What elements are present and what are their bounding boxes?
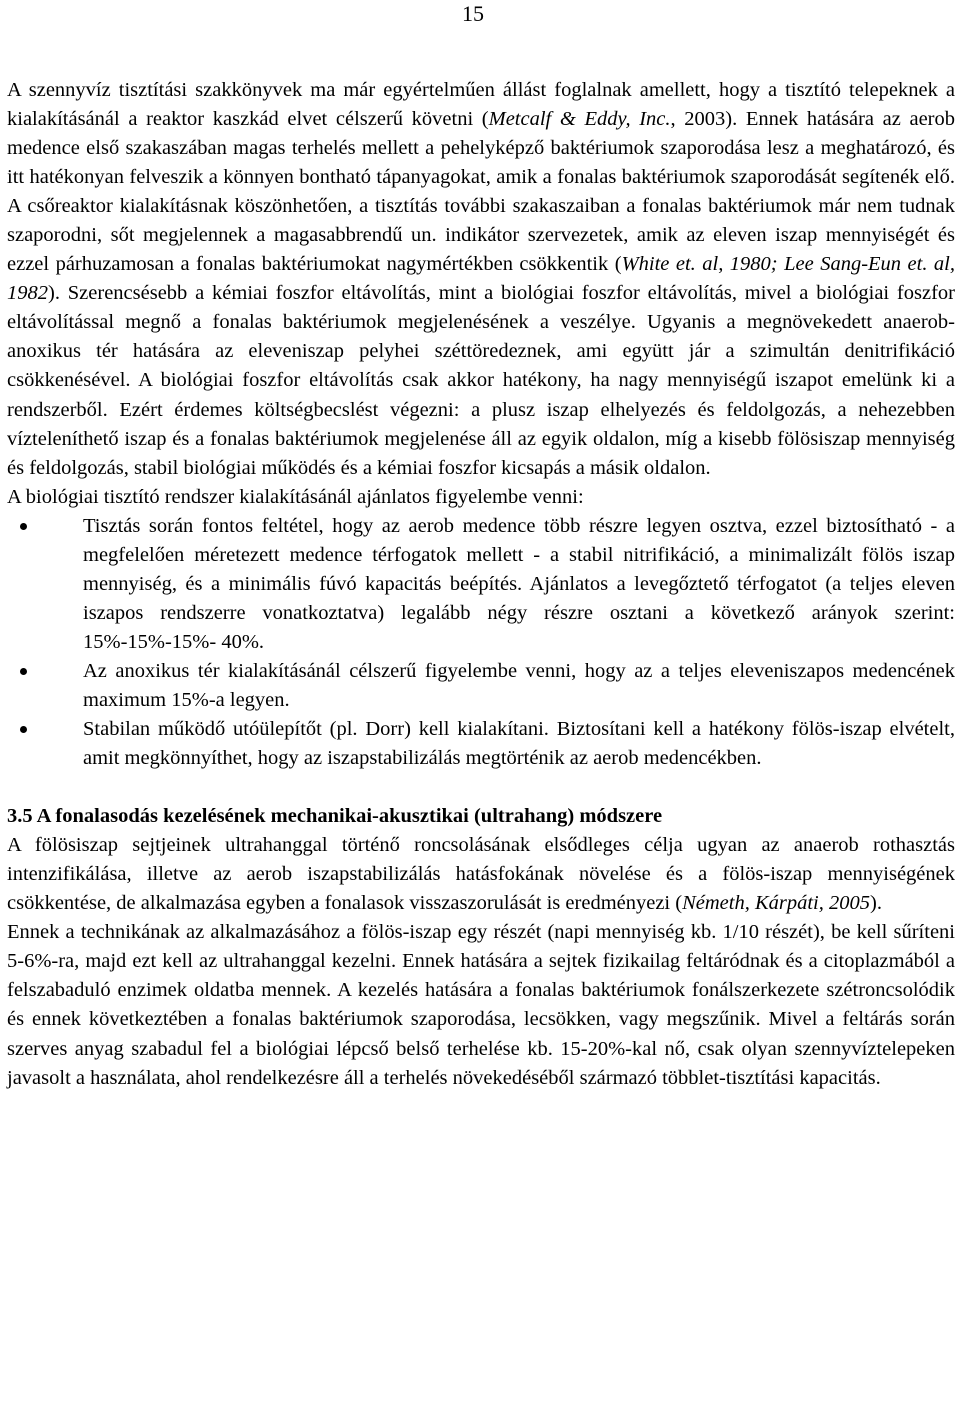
list-item: [83, 512, 955, 657]
list-item-text: Stabilan működő utóülepítőt (pl. Dorr) kell kialakítani. Biztosítani kell a hatékony fölös-iszap elvételt, amit megkönnyíthet, hogy az iszapstabilizálás megtörténik az aerob medencékben.: [83, 718, 955, 770]
section-paragraph-2: Ennek a technikának az alkalmazásához a fölös-iszap egy részét (napi mennyiség kb. 1/10 részét), be kell sűríteni 5-6%-ra, majd ezt kell az ultrahanggal kezelni. Ennek hatására a sejtek fizikailag feltáródnak és a citoplazmából a felszabaduló enzimek oldatba mennek. A kezelés hatására a fonalas baktériumok fonálszerkezete szétroncsolódik és ennek következtében a fonalas baktériumok szaporodása, lecsökken, vagy megszűnik. Mivel a feltárás során szerves anyag szabadul fel a biológiai lépcső belső terhelése kb. 15-20%-kal nő, csak olyan szennyvíztelepeken javasolt a használata, ahol rendelkezésre áll a terhelés növekedéséből származó többlet-tisztítási kapacitás.: [7, 921, 955, 1089]
intro-text-cont: , 2003). Ennek hatására az aerob medence első szakaszában magas terhelés mellett a pehelyképző baktériumok szaporodása lesz a meghatározó, és itt hatékonyan felveszik a könnyen bontható tápanyagokat, amik a fonalas baktériumok szaporodását segítenék elő. A csőreaktor kialakításnak köszönhetően, a tisztítás további szakaszaiban a fonalas baktériumok már nem tudnak szaporodni, sőt megjelennek a magasabbrendű un. indikátor szervezetek, amik az eleven iszap mennyiségét és ezzel párhuzamosan a fonalas baktériumokat nagymértékben csökkentik (: [7, 108, 956, 276]
bullet-icon: [20, 523, 27, 530]
citation: White et. al, 1980; Lee Sang-Eun et. al, 1982: [7, 253, 955, 305]
list-intro: A biológiai tisztító rendszer kialakításánál ajánlatos figyelembe venni:: [7, 485, 584, 508]
list-item-text: Az anoxikus tér kialakításánál célszerű figyelembe venni, hogy az a teljes eleveniszapos medencének maximum 15%-a legyen.: [83, 659, 955, 711]
list-item-text: Tisztás során fontos feltétel, hogy az aerob medence több részre legyen osztva, ezzel biztosítható - a megfelelően méretezett medence térfogatok mellett - a stabil nitrifikáció, a minimalizált fölös iszap mennyiség, és a minimális fúvó kapacitás beépítés. Ajánlatos a levegőztető térfogatot (a teljes eleven iszapos rendszerre vonatkoztatva) legalább négy részre osztani a következő arányok szerint: 15%-15%-15%- 40%.: [83, 514, 955, 653]
citation: Metcalf & Eddy, Inc.: [488, 108, 671, 131]
citation: Németh, Kárpáti, 2005: [682, 892, 871, 915]
list-item: [83, 657, 955, 715]
bullet-icon: [20, 668, 27, 675]
document-body: [7, 76, 955, 1093]
page-number: 15: [462, 1, 484, 26]
section-paragraph: [7, 831, 955, 918]
section-heading: 3.5 A fonalasodás kezelésének mechanikai-akusztikai (ultrahang) módszere: [7, 805, 663, 828]
list-item: [83, 715, 955, 773]
intro-text-end: ). Szerencsésebb a kémiai foszfor eltávolítás, mint a biológiai foszfor eltávolítás, mivel a biológiai foszfor eltávolítással megnő a fonalas baktériumok megjelenésének a veszélye. Ugyanis a megnövekedett anaerob-anoxikus tér hatására az eleveniszap pelyhei széttöredeznek, ami együtt jár a szimultán denitrifikáció csökkenésével. A biológiai foszfor eltávolítás csak akkor hatékony, ha nagy mennyiségű iszapot emelünk ki a rendszerből. Ezért érdemes költségbecslést végezni: a plusz iszap elhelyezés és feldolgozás, a nehezebben vízteleníthető iszap és a fonalas baktériumok megjelenése áll az egyik oldalon, míg a kisebb fölösiszap mennyiség és feldolgozás, stabil biológiai működés és a kémiai foszfor kicsapás a másik oldalon.: [7, 282, 955, 479]
intro-paragraph: [7, 76, 955, 483]
section-text-end: ).: [870, 892, 882, 915]
section-spacer: [7, 773, 955, 802]
recommendation-list: [7, 512, 955, 773]
section-text: A fölösiszap sejtjeinek ultrahanggal történő roncsolásának elsődleges célja ugyan az anaerob rothasztás intenzifikálása, illetve az aerob iszapstabilizálás hatásfokának növelése és a fölös-iszap mennyiségének csökkentése, de alkalmazása egyben a fonalasok visszaszorulását is eredményezi (: [7, 834, 955, 915]
intro-text: A szennyvíz tisztítási szakkönyvek ma már egyértelműen állást foglalnak amellett, hogy a tisztító telepeknek a kialakításánál a reaktor kaszkád elvet célszerű követni (: [7, 79, 955, 131]
bullet-icon: [20, 726, 27, 733]
